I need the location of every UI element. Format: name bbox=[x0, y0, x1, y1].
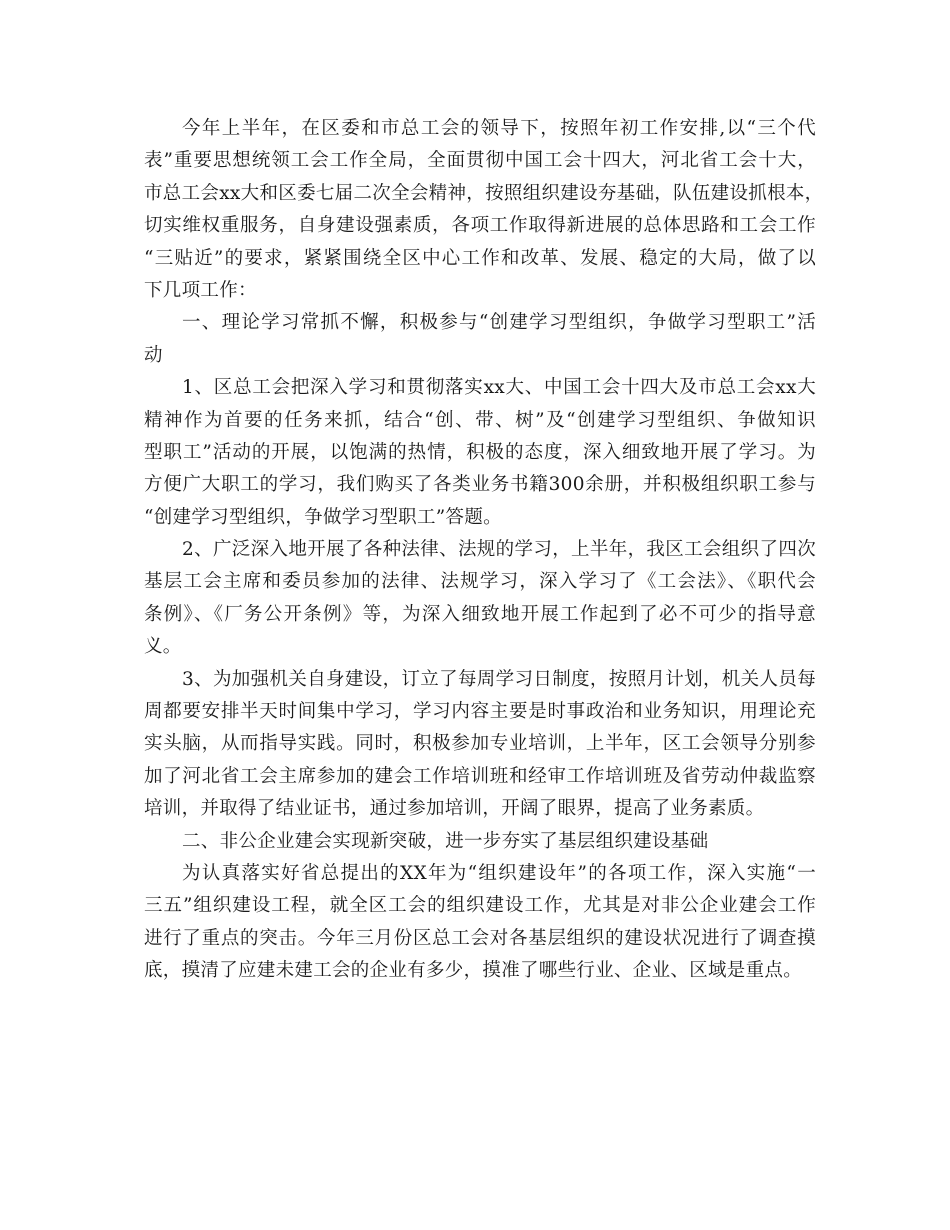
text-line: 条例》、《厂务公开条例》等，为深入细致地开展工作起到了必不可少的指导意 bbox=[144, 603, 816, 625]
text-line: 培训，并取得了结业证书，通过参加培训，开阔了眼界，提高了业务素质。 bbox=[144, 798, 765, 820]
text-line: 义。 bbox=[144, 636, 182, 658]
text-line: 2、广泛深入地开展了各种法律、法规的学习，上半年，我区工会组织了四次 bbox=[182, 539, 816, 561]
text-line: 今年上半年，在区委和市总工会的领导下，按照年初工作安排,以“三个代 bbox=[182, 118, 816, 139]
text-line: 表”重要思想统领工会工作全局，全面贯彻中国工会十四大，河北省工会十大， bbox=[144, 150, 816, 172]
text-line: 下几项工作： bbox=[144, 279, 257, 301]
text-line: 1、区总工会把深入学习和贯彻落实xx大、中国工会十四大及市总工会xx大 bbox=[182, 377, 816, 399]
text-line: “三贴近”的要求，紧紧围绕全区中心工作和改革、发展、稳定的大局，做了以 bbox=[144, 247, 816, 269]
text-line: 加了河北省工会主席参加的建会工作培训班和经审工作培训班及省劳动仲裁监察 bbox=[144, 765, 816, 787]
text-line: 市总工会xx大和区委七届二次全会精神，按照组织建设夯基础，队伍建设抓根本， bbox=[144, 182, 824, 204]
text-line: 实头脑，从而指导实践。同时，积极参加专业培训，上半年，区工会领导分别参 bbox=[144, 733, 816, 755]
text-line: 三五”组织建设工程，就全区工会的组织建设工作，尤其是对非公企业建会工作 bbox=[144, 895, 816, 917]
text-line: “创建学习型组织，争做学习型职工”答题。 bbox=[144, 506, 502, 528]
text-line: 底，摸清了应建未建工会的企业有多少，摸准了哪些行业、企业、区域是重点。 bbox=[144, 960, 803, 982]
section-heading: 二、非公企业建会实现新突破，进一步夯实了基层组织建设基础 bbox=[182, 830, 709, 852]
text-line: 进行了重点的突击。今年三月份区总工会对各基层组织的建设状况进行了调查摸 bbox=[144, 927, 816, 949]
text-line: 方便广大职工的学习，我们购买了各类业务书籍300余册，并积极组织职工参与 bbox=[144, 474, 816, 496]
text-line: 周都要安排半天时间集中学习，学习内容主要是时事政治和业务知识，用理论充 bbox=[144, 701, 816, 723]
text-line: 3、为加强机关自身建设，订立了每周学习日制度，按照月计划，机关人员每 bbox=[182, 668, 816, 690]
text-line: 为认真落实好省总提出的XX年为“组织建设年”的各项工作，深入实施“一 bbox=[182, 862, 816, 884]
text-line: 切实维权重服务，自身建设强素质，各项工作取得新进展的总体思路和工会工作 bbox=[144, 215, 816, 237]
section-heading: 动 bbox=[144, 344, 163, 366]
text-line: 基层工会主席和委员参加的法律、法规学习，深入学习了《工会法》、《职代会 bbox=[144, 571, 816, 593]
text-line: 型职工”活动的开展，以饱满的热情，积极的态度，深入细致地开展了学习。为 bbox=[144, 441, 816, 463]
text-line: 精神作为首要的任务来抓，结合“创、带、树”及“创建学习型组织、争做知识 bbox=[144, 409, 816, 431]
section-heading: 一、理论学习常抓不懈，积极参与“创建学习型组织，争做学习型职工”活 bbox=[182, 312, 816, 334]
document-page bbox=[144, 113, 824, 988]
